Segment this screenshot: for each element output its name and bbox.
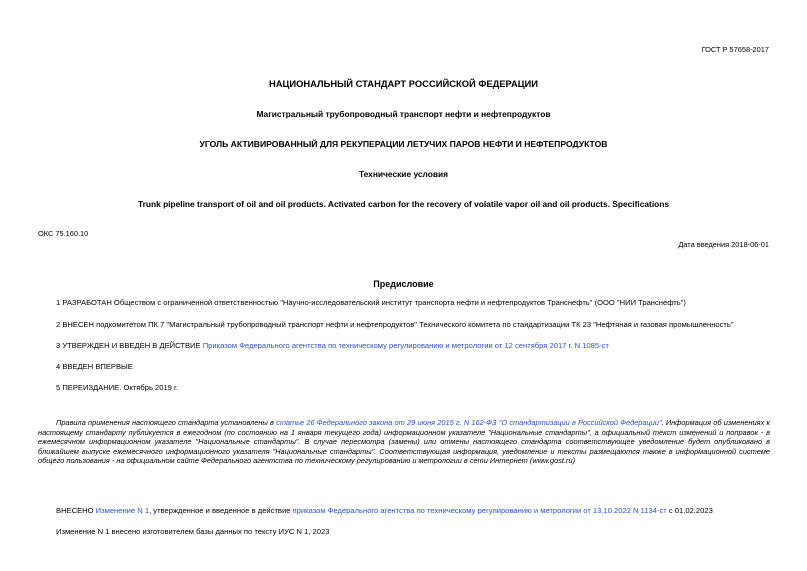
order-link-2022[interactable]: приказом Федерального агентства по техническому регулированию и метрологии от 13.10.2022 N 1134-ст — [292, 506, 667, 515]
intro-date: Дата введения 2018-06-01 — [678, 240, 769, 249]
amendment-1-link[interactable]: Изменение N 1 — [95, 506, 150, 515]
amendment-note: Изменение N 1 внесено изготовителем базы данных по тексту ИУС N 1, 2023 — [56, 527, 330, 536]
federal-law-article-link[interactable]: статье 26 Федерального закона от 29 июня 2015 г. N 162-ФЗ — [276, 418, 497, 427]
rules-text-3: . Информация об изменениях к настоящему стандарту публикуется в ежегодном (по состоянию на 1 января текущего года) информационном указателе "Национальные стандарты", а официальный текст изменений и поправок - в ежемесячном информационном указателе "Национальные стандарты". В случае пересмотра (замены) или отмены настоящего стандарта соответствующее уведомление будет опубликовано в ближайшем выпуске ежемесячного информационного указателя "Национальные стандарты". Соответствующая информация, уведомление и тексты размещаются также в информационной системе общего пользования - на официальном сайте Федерального агентства по техническому регулированию и метрологии в сети Интернет (www.gost.ru) — [38, 418, 771, 466]
foreword-item-4: 4 ВВЕДЕН ВПЕРВЫЕ — [56, 362, 133, 371]
gost-number: ГОСТ Р 57658-2017 — [701, 45, 769, 54]
document-title: УГОЛЬ АКТИВИРОВАННЫЙ ДЛЯ РЕКУПЕРАЦИИ ЛЕТУЧИХ ПАРОВ НЕФТИ И НЕФТЕПРОДУКТОВ — [199, 139, 608, 149]
amendment-line — [56, 506, 713, 515]
rules-text-1: Правила применения настоящего стандарта установлены в — [56, 418, 277, 427]
foreword-item-1: 1 РАЗРАБОТАН Обществом с ограниченной ответственностью "Научно-исследовательский институт транспорта нефти и нефтепродуктов Транснефть" (ООО "НИИ Транснефть") — [56, 298, 686, 307]
rules-paragraph — [38, 418, 770, 466]
standard-type-heading: НАЦИОНАЛЬНЫЙ СТАНДАРТ РОССИЙСКОЙ ФЕДЕРАЦИИ — [268, 78, 539, 89]
order-link-2017[interactable]: Приказом Федерального агентства по техническому регулированию и метрологии от 12 сентября 2017 г. N 1085-ст — [202, 341, 609, 350]
foreword-item-5: 5 ПЕРЕИЗДАНИЕ. Октябрь 2019 г. — [56, 383, 178, 392]
standardization-law-link[interactable]: "О стандартизации в Российской Федерации" — [498, 418, 662, 427]
amendment-suffix: с 01.02.2023 — [666, 506, 713, 515]
english-title: Trunk pipeline transport of oil and oil products. Activated carbon for the recovery of volatile vapor oil and oil products. Specifications — [137, 199, 670, 209]
document-subtitle: Технические условия — [358, 169, 449, 179]
amendment-middle: , утвержденное и введенное в действие — [149, 506, 293, 515]
foreword-item-3-prefix: 3 УТВЕРЖДЕН И ВВЕДЕН В ДЕЙСТВИЕ — [56, 341, 203, 350]
amendment-prefix: ВНЕСЕНО — [56, 506, 96, 515]
foreword-item-3 — [56, 341, 609, 350]
oks-code: ОКС 75.160.10 — [38, 229, 89, 238]
foreword-heading: Предисловие — [373, 279, 434, 289]
foreword-item-2: 2 ВНЕСЕН подкомитетом ПК 7 "Магистральный трубопроводный транспорт нефти и нефтепродуктов" Технического комитета по стандартизации ТК 23 "Нефтяная и газовая промышленность" — [56, 320, 734, 329]
subject-heading: Магистральный трубопроводный транспорт нефти и нефтепродуктов — [256, 109, 551, 119]
